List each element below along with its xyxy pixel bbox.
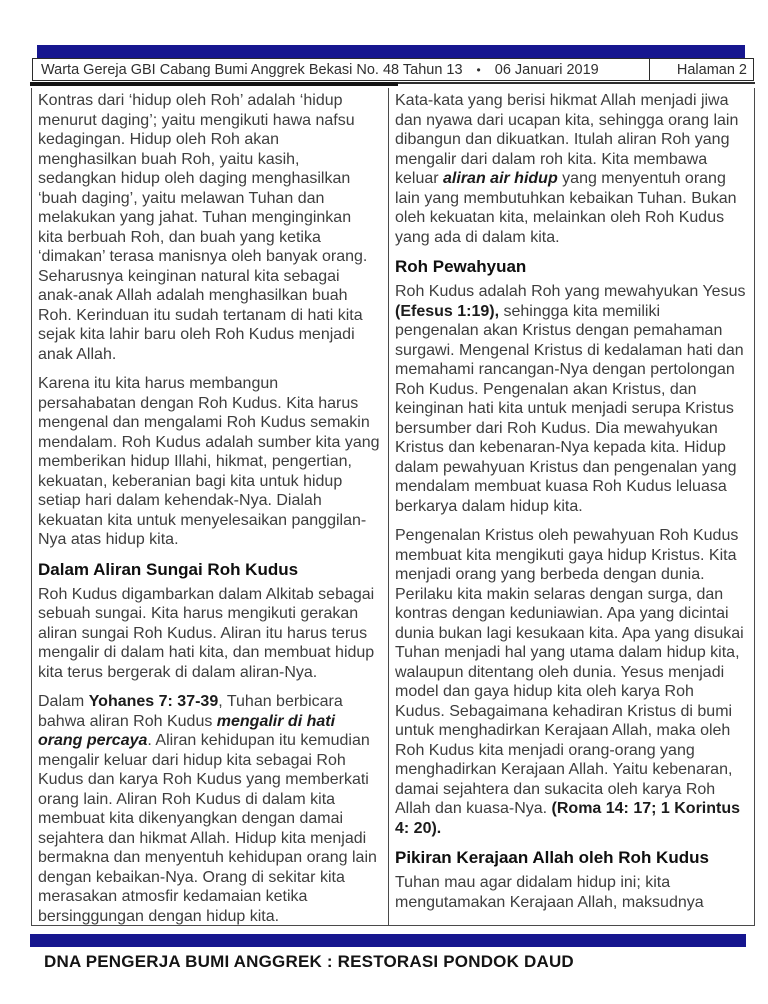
issue-date: 06 Januari 2019 bbox=[494, 61, 599, 78]
header-rule-thin bbox=[398, 82, 755, 84]
paragraph bbox=[395, 526, 746, 838]
top-accent-bar bbox=[37, 45, 745, 58]
bottom-accent-bar bbox=[30, 934, 746, 947]
text-run: . Aliran kehidupan itu kemudian mengalir keluar dari hidup kita sebagai Roh Kudus dan karya Roh Kudus yang memberkati orang lain. Aliran Roh Kudus di dalam kita membuat kita dikenyangkan dengan damai sejahtera dan hikmat Allah. Hidup kita menjadi bermakna dan menyentuh kehidupan orang lain dengan kebaikan-Nya. Orang di sekitar kita merasakan atmosfir kedamaian ketika bersinggungan dengan hidup kita. bbox=[38, 732, 377, 925]
text-run: Roh Kudus adalah Roh yang mewahyukan Yesus bbox=[395, 283, 746, 300]
header-rule-thick bbox=[30, 82, 398, 86]
text-run: yang menyentuh orang lain yang membutuhkan kebaikan Tuhan. Bukan oleh kekuatan kita, melainkan oleh Roh Kudus yang ada di dalam kita. bbox=[395, 170, 737, 246]
text-run: Tuhan mau agar didalam hidup ini; kita mengutamakan Kerajaan Allah, maksudnya bbox=[395, 874, 704, 911]
paragraph bbox=[38, 585, 380, 683]
text-run: (Efesus 1:19), bbox=[395, 302, 500, 320]
paragraph bbox=[395, 873, 746, 912]
article-body bbox=[31, 88, 755, 926]
text-run: , Tuhan berbicara bahwa aliran Roh Kudus bbox=[38, 693, 343, 730]
text-run: Karena itu kita harus membangun persahabatan dengan Roh Kudus. Kita harus mengenal dan mengalami Roh Kudus semakin mendalam. Roh Kudus adalah sumber kita yang memberikan hidup Illahi, hikmat, pengertian, kekuatan, keberanian bagi kita untuk hidup setiap hari dalam kehendak-Nya. Dialah kekuatan kita untuk menyelesaikan panggilan-Nya atas hidup kita. bbox=[38, 375, 380, 548]
section-heading: Pikiran Kerajaan Allah oleh Roh Kudus bbox=[395, 848, 709, 867]
text-run: sehingga kita memiliki pengenalan akan Kristus dengan pemahaman surgawi. Mengenal Kristus di kedalaman hati dan memahami rancangan-Nya dengan pertolongan Roh Kudus. Pengenalan akan Kristus, dan keinginan hati kita untuk menjadi serupa Kristus bersumber dari Roh Kudus. Dia mewahyukan Kristus dan kebenaran-Nya kepada kita. Hidup dalam pewahyuan Kristus dan pengenalan yang mendalam membuat kuasa Roh Kudus leluasa berkarya dalam hidup kita. bbox=[395, 302, 744, 515]
text-run: mengalir di hati orang percaya bbox=[38, 712, 336, 749]
text-run: Roh Kudus digambarkan dalam Alkitab sebagai sebuah sungai. Kita harus mengikuti gerakan aliran sungai Roh Kudus. Aliran itu harus terus mengalir di dalam hati kita, dan membuat hidup kita terus bergerak di dalam aliran-Nya. bbox=[38, 585, 375, 681]
text-run: Kontras dari ‘hidup oleh Roh’ adalah ‘hidup menurut daging’; yaitu mengikuti hawa nafsu kedagingan. Hidup oleh Roh akan menghasilkan buah Roh, yaitu kasih, sedangkan hidup oleh daging menghasilkan ‘buah daging’, yaitu melawan Tuhan dan melakukan yang jahat. Tuhan menginginkan kita berbuah Roh, dan buah yang ketika ‘dimakan’ terasa manisnya oleh banyak orang. Seharusnya keinginan natural kita sebagai anak-anak Allah adalah menghasilkan buah Roh. Kerinduan itu sudah tertanam di hati kita sejak kita lahir baru oleh Roh Kudus menjadi anak Allah. bbox=[38, 92, 368, 363]
paragraph bbox=[395, 282, 746, 516]
footer-slogan: DNA PENGERJA BUMI ANGGREK : RESTORASI PONDOK DAUD bbox=[44, 952, 574, 971]
section-heading: Roh Pewahyuan bbox=[395, 257, 527, 276]
text-run: aliran air hidup bbox=[443, 170, 558, 187]
text-run: Kata-kata yang berisi hikmat Allah menjadi jiwa dan nyawa dari ucapan kita, sehingga orang lain dibangun dan dikuatkan. Itulah aliran Roh yang mengalir dari dalam roh kita. Kita membawa keluar bbox=[395, 92, 739, 187]
paragraph bbox=[38, 91, 380, 364]
right-column bbox=[389, 88, 754, 925]
paragraph bbox=[395, 91, 746, 247]
text-run: Dalam bbox=[38, 693, 89, 710]
newsletter-title bbox=[33, 62, 649, 78]
bullet-separator: • bbox=[476, 62, 481, 77]
left-column bbox=[32, 88, 388, 925]
text-run: Yohanes 7: 37-39 bbox=[88, 693, 219, 710]
text-run: (Roma 14: 17; 1 Korintus 4: 20). bbox=[395, 800, 741, 837]
newsletter-header bbox=[32, 58, 754, 81]
text-run: Pengenalan Kristus oleh pewahyuan Roh Kudus membuat kita mengikuti gaya hidup Kristus. Kita menjadi orang yang berbeda dengan dunia. Perilaku kita makin selaras dengan surga, dan kontras dengan keduniawian. Apa yang dicintai dunia bukan lagi kesukaan kita. Apa yang disukai Tuhan menjadi hal yang utama dalam hidup kita, walaupun ditentang oleh dunia. Yesus menjadi model dan gaya hidup kita oleh karya Roh Kudus. Sebagaimana kehadiran Kristus di bumi untuk menghadirkan Kerajaan Allah, maka oleh Roh Kudus kita menjadi orang-orang yang menghadirkan Kerajaan Allah. Yaitu kebenaran, damai sejahtera dan sukacita oleh karya Roh Allah dan kuasa-Nya. bbox=[395, 527, 744, 817]
masthead-text: Warta Gereja GBI Cabang Bumi Anggrek Bekasi No. 48 Tahun 13 bbox=[41, 61, 463, 78]
page-number: Halaman 2 bbox=[649, 59, 753, 80]
paragraph bbox=[38, 692, 380, 925]
paragraph bbox=[38, 374, 380, 550]
section-heading: Dalam Aliran Sungai Roh Kudus bbox=[38, 559, 299, 579]
